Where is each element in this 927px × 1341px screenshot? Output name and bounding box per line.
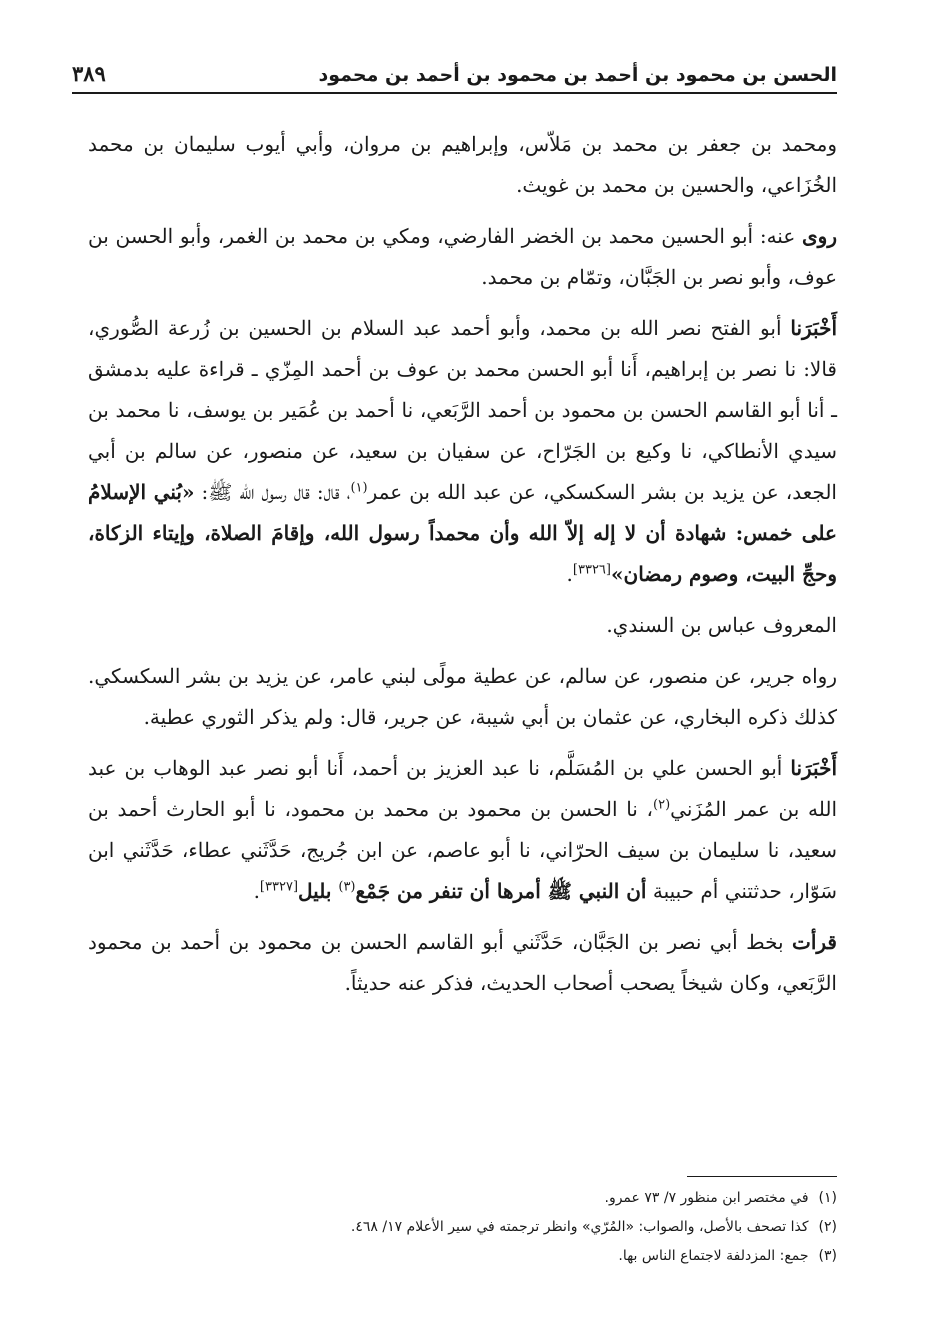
lead-word: روى <box>802 224 837 248</box>
footnote-ref: (١) <box>350 480 368 496</box>
footnote-separator <box>687 1176 837 1177</box>
hadith-text: أن النبي ﷺ أمرها أن تنفر من جَمْع <box>355 879 647 903</box>
footnote-text: في مختصر ابن منظور ٧/ ٧٣ عمرو. <box>604 1190 809 1206</box>
lead-word: قرأت <box>792 930 837 954</box>
paragraph-riwaya: رواه جرير، عن منصور، عن سالم، عن عطية مولًى لبني عامر، عن يزيد بن بشر السكسكي. كذلك ذكره البخاري، عن عثمان بن أبي شيبة، عن جرير، قال: ولم يذكر الثوري عطية. <box>88 664 837 729</box>
footnote-ref: (٢) <box>653 797 671 813</box>
footnotes <box>88 1184 837 1271</box>
page-number: ٣٨٩ <box>72 61 106 86</box>
paragraph-read-in-handwriting: قرأت بخط أبي نصر بن الجَبَّان، حَدَّثَني أبو القاسم الحسن بن محمود بن أحمد بن محمود الرَّبَعي، وكان شيخاً يصحب أصحاب الحديث، فذكر عنه حديثاً. <box>88 930 837 995</box>
paragraph-known-as: المعروف عباس بن السندي. <box>606 613 837 637</box>
footnote-item <box>88 1184 837 1213</box>
lead-word: أَخْبَرَنا <box>790 316 837 340</box>
hadith-text: بليل <box>298 879 339 903</box>
footnote-number: (٢) <box>818 1219 837 1235</box>
running-title: الحسن بن محمود بن أحمد بن محمود بن أحمد بن محمود <box>318 64 837 86</box>
footnote-item <box>88 1242 837 1271</box>
footnote-text: كذا تصحف بالأصل، والصواب: «المُرّي» وانظر ترجمته في سير الأعلام ١٧/ ٤٦٨. <box>350 1219 809 1235</box>
footnote-text: جمع: المزدلفة لاجتماع الناس بها. <box>618 1248 809 1264</box>
footnote-ref: (٣) <box>338 879 356 895</box>
footnote-number: (٣) <box>818 1248 837 1264</box>
hadith-number: [٣٣٢٧] <box>259 879 299 895</box>
footnote-number: (١) <box>818 1190 837 1206</box>
main-text <box>88 124 837 1014</box>
page-header <box>72 52 837 94</box>
footnote-item <box>88 1213 837 1242</box>
paragraph-teachers: ومحمد بن جعفر بن محمد بن مَلاّس، وإبراهيم بن مروان، وأبي أيوب سليمان بن محمد الخُزَاعي، والحسين بن محمد بن غويث. <box>88 132 837 197</box>
lead-word: أَخْبَرَنا <box>790 756 837 780</box>
paragraph-narrated-from-him: روى عنه: أبو الحسين محمد بن الخضر الفارضي، ومكي بن محمد بن الغمر، وأبو الحسن بن عوف، وأبو نصر بن الجَبَّان، وتمّام بن محمد. <box>88 224 837 289</box>
paragraph-hadith-1: أَخْبَرَنا أبو الفتح نصر الله بن محمد، وأبو أحمد عبد السلام بن الحسين بن زُرعة الصُّوري، قالا: نا نصر بن إبراهيم، أَنا أبو الحسن محمد بن عوف بن أحمد المِزّي ـ قراءة عليه بدمشق ـ أنا أبو القاسم الحسن بن محمود بن أحمد الرَّبَعي، نا أحمد بن عُمَير بن يوسف، نا محمد بن سيدي الأنطاكي، نا وكيع بن الجَرّاح، عن سفيان بن سعيد، عن منصور، عن سالم بن أبي الجعد، عن يزيد بن بشر السكسكي، عن عبد الله بن عمر$^{(١)}$، قال: قال رسول الله ﷺ: «بُني الإسلامُ على خمس: شهادة أن لا إله إلاّ الله وأن محمداً رسول الله، وإقامَ الصلاة، وإيتاء الزكاة، وحجِّ البيت، وصوم رمضان»[٣٣٢٦]. <box>88 316 837 586</box>
paragraph-hadith-2: أَخْبَرَنا أبو الحسن علي بن المُسَلَّم، نا عبد العزيز بن أحمد، أَنا أبو نصر عبد الوهاب بن عبد الله بن عمر المُزَني$^{(٢)}$، نا الحسن بن محمود بن محمد بن محمود، نا أبو الحارث أحمد بن سعيد، نا سليمان بن سيف الحرّاني، نا أبو عاصم، عن ابن جُريج، حَدَّثَني عطاء، حَدَّثَني ابن سَوّار، حدثتني أم حبيبة أن النبي ﷺ أمرها أن تنفر من جَمْع$^{(٣)}$ بليل[٣٣٢٧]. <box>88 756 838 903</box>
hadith-text: «بُني الإسلامُ على خمس: شهادة أن لا إله إلاّ الله وأن محمداً رسول الله، وإقامَ الصلاة، وإيتاء الزكاة، وحجِّ البيت، وصوم رمضان» <box>88 480 837 586</box>
hadith-number: [٣٣٢٦] <box>572 562 611 578</box>
